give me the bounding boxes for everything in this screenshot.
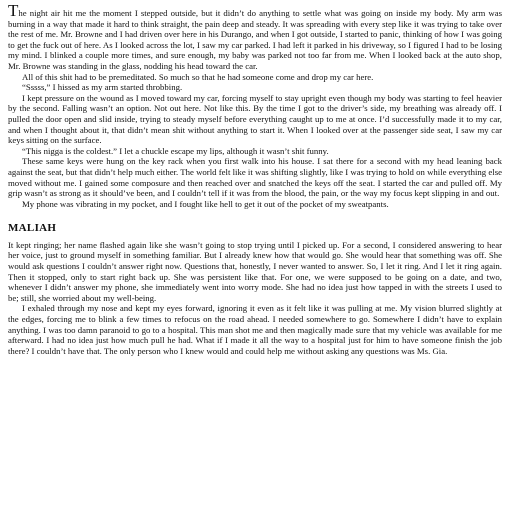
book-page	[8, 1, 502, 356]
paragraph: I exhaled through my nose and kept my eyes forward, ignoring it even as it felt like it was pulling at me. My vision blurred slightly at the edges, forcing me to blink a few times to refocus on the road ahead. I needed somewhere to go. Somewhere I didn’t have to explain anything. I was too damn paranoid to go to a hospital. This man shot me and then magically made sure that my vehicle was available for me afterward. I had no idea just how much pull he had. What if I made it all the way to a hospital just for him to have someone finish the job there? I couldn’t have that. The only person who I knew would and could help me without asking any questions was Ms. Gia.	[8, 303, 502, 356]
paragraph: “Sssss,” I hissed as my arm started throbbing.	[22, 82, 183, 93]
paragraph: I kept pressure on the wound as I moved toward my car, forcing myself to stay upright even though my body was starting to feel heavier by the second. Falling wasn’t an option. Not out here. Not like this. By the time I got to the driver’s side, my breathing was already off. I pulled the door open and slid inside, trying to steady myself before everything caught up to me at once. I’d successfully made it to my car, and when I thought about it, that didn’t mean shit without anything to start it. When I looked over at the passenger side seat, I saw my car keys sitting on the surface.	[8, 92, 502, 146]
paragraph: “This nigga is the coldest.” I let a chuckle escape my lips, although it wasn’t shit funny.	[22, 145, 329, 156]
drop-cap: T	[8, 1, 19, 20]
opening-paragraph	[8, 1, 502, 72]
section-heading: MALIAH	[8, 222, 57, 235]
paragraph: All of this shit had to be premeditated. So much so that he had someone come and drop my car here.	[22, 71, 374, 82]
paragraph: My phone was vibrating in my pocket, and I fought like hell to get it out of the pocket of my sweatpants.	[22, 198, 389, 209]
paragraph-text: he night air hit me the moment I stepped outside, but it didn’t do anything to settle what was going on inside my body. My arm was burning in a way that made it hard to think straight, the pain deep and steady. It was spreading with every step like it was trying to take over the rest of me. Mr. Browne and I had driven over here in his Durango, and when I got outside, I started to panic, thinking of how I was going to get the fuck out of here. As I looked across the lot, I saw my car parked. I had left it parked in his driveway, so I figured I had to be losing my mind. I blinked a couple more times, and sure enough, my baby was parked not too far from me. When I looked back at the auto shop, Mr. Browne was standing in the glass, nodding his head toward the car.	[8, 8, 502, 71]
section-first-paragraph: It kept ringing; her name flashed again like she wasn’t going to stop trying until I picked up. For a second, I considered answering to hear her voice, just to ground myself in something familiar. But I already knew how that would go. She would hear that something was off. She would ask questions I couldn’t answer right now. Questions that, honestly, I never wanted to answer. So, I let it ring. And I let it ring again. Then it stopped, only to start right back up. She was persistent like that. For one, we were supposed to be going on a date, and two, whenever I didn’t answer my phone, she immediately went into worry mode. She had no idea just how tapped in with the streets I used to be; still, she worried about my well-being.	[8, 239, 502, 303]
paragraph: These same keys were hung on the key rack when you first walk into his house. I sat there for a second with my head leaning back against the seat, but that didn’t help much either. The world felt like it was shifting slightly, like I was trying to hold on while everything else moved without me. I gained some composure and then reached over and snatched the keys off the seat. I started the car and pulled off. My grip wasn’t as strong as it should’ve been, and I couldn’t tell if it was from the blood, the pain, or the way my focus kept slipping in and out.	[8, 156, 502, 199]
